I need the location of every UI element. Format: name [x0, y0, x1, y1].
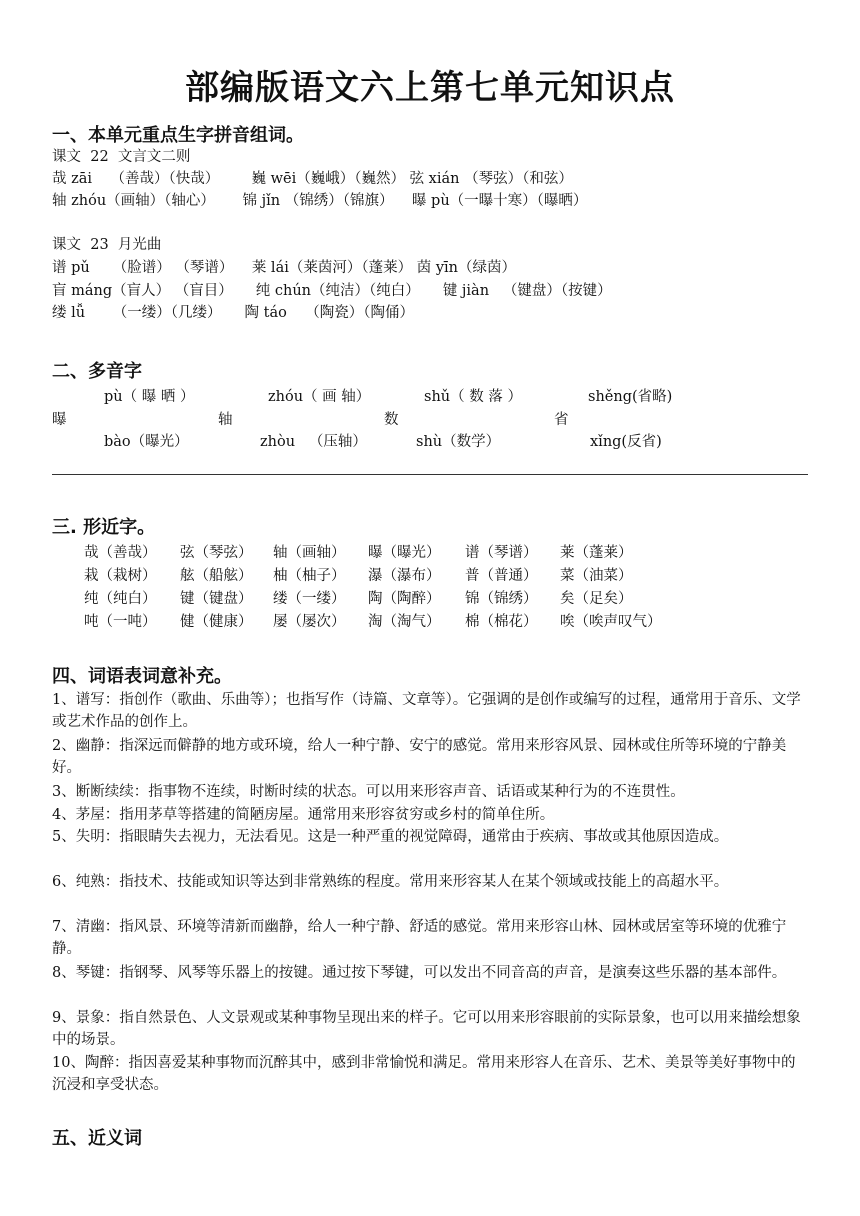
lesson-23-row: 缕 lǚ （一缕）（几缕） 陶 táo （陶瓷）（陶俑） — [52, 305, 415, 321]
definition-item: 1、谱写：指创作（歌曲、乐曲等）；也指写作（诗篇、文章等）。它强调的是创作或编写的过程，通常用于音乐、文学或艺术作品的创作上。 — [52, 692, 801, 731]
similar-char-item: 唉（唉声叹气） — [560, 614, 662, 630]
polyphone-char: 省 — [554, 412, 569, 428]
polyphone-reading: pù（ 曝 晒 ） — [104, 389, 195, 405]
similar-char-item: 吨（一吨） — [84, 614, 157, 630]
polyphone-reading: zhóu（ 画 轴） — [268, 389, 371, 405]
lesson-23-row: 盲 máng（盲人） （盲目） 纯 chún（纯洁）（纯白） 键 jiàn （键盘）（按键） — [52, 283, 612, 299]
polyphone-char: 数 — [384, 412, 399, 428]
definition-item: 10、陶醉：指因喜爱某种事物而沉醉其中，感到非常愉悦和满足。常用来形容人在音乐、艺术、美景等美好事物中的沉浸和享受状态。 — [52, 1055, 796, 1094]
similar-char-item: 莱（蓬莱） — [560, 545, 633, 561]
lesson-23-row: 谱 pǔ （脸谱） （琴谱） 莱 lái（莱茵河）（蓬莱） 茵 yīn（绿茵） — [52, 260, 516, 276]
definition-item: 6、纯熟：指技术、技能或知识等达到非常熟练的程度。常用来形容某人在某个领域或技能上的高超水平。 — [52, 874, 729, 890]
similar-char-item: 矣（足矣） — [560, 591, 633, 607]
polyphone-reading: shǔ（ 数 落 ） — [424, 389, 522, 405]
similar-char-item: 哉（善哉） — [84, 545, 157, 561]
similar-char-item: 谱（琴谱） — [465, 545, 538, 561]
section-heading-4: 四、词语表词意补充。 — [52, 666, 232, 687]
definition-item: 7、清幽：指风景、环境等清新而幽静，给人一种宁静、舒适的感觉。常用来形容山林、园林或居室等环境的优雅宁静。 — [52, 919, 787, 958]
polyphone-char: 轴 — [218, 412, 233, 428]
similar-char-item: 陶（陶醉） — [368, 591, 441, 607]
definition-item: 3、断断续续：指事物不连续，时断时续的状态。可以用来形容声音、话语或某种行为的不连贯性。 — [52, 784, 685, 800]
section-heading-2: 二、多音字 — [52, 361, 142, 382]
similar-char-item: 菜（油菜） — [560, 568, 633, 584]
lesson-22-row: 哉 zāi （善哉）（快哉） 巍 wēi（巍峨）（巍然） 弦 xián （琴弦）（和弦） — [52, 171, 573, 187]
section-heading-5: 五、近义词 — [52, 1128, 142, 1149]
similar-char-item: 键（键盘） — [180, 591, 253, 607]
similar-char-item: 棉（棉花） — [465, 614, 538, 630]
similar-char-item: 屡（屡次） — [273, 614, 346, 630]
similar-char-item: 淘（淘气） — [368, 614, 441, 630]
section-heading-3: 三. 形近字。 — [52, 517, 156, 538]
definition-item: 4、茅屋：指用茅草等搭建的简陋房屋。通常用来形容贫穷或乡村的简单住所。 — [52, 807, 555, 823]
similar-char-item: 健（健康） — [180, 614, 253, 630]
polyphone-char: 曝 — [52, 412, 67, 428]
similar-char-item: 缕（一缕） — [273, 591, 346, 607]
section-heading-1: 一、本单元重点生字拼音组词。 — [52, 125, 304, 146]
definition-item: 9、景象：指自然景色、人文景观或某种事物呈现出来的样子。它可以用来形容眼前的实际景象，也可以用来描绘想象中的场景。 — [52, 1010, 801, 1049]
similar-char-item: 柚（柚子） — [273, 568, 346, 584]
divider — [52, 474, 808, 475]
definition-item: 5、失明：指眼睛失去视力，无法看见。这是一种严重的视觉障碍，通常由于疾病、事故或其他原因造成。 — [52, 829, 729, 845]
similar-char-item: 栽（栽树） — [84, 568, 157, 584]
similar-char-item: 弦（琴弦） — [180, 545, 253, 561]
page-title: 部编版语文六上第七单元知识点 — [185, 68, 675, 108]
definition-item: 2、幽静：指深远而僻静的地方或环境，给人一种宁静、安宁的感觉。常用来形容风景、园林或住所等环境的宁静美好。 — [52, 738, 787, 777]
polyphone-reading: xǐng(反省) — [590, 434, 662, 450]
similar-char-item: 轴（画轴） — [273, 545, 346, 561]
definition-item: 8、琴键：指钢琴、风琴等乐器上的按键。通过按下琴键，可以发出不同音高的声音，是演奏这些乐器的基本部件。 — [52, 965, 787, 981]
polyphone-reading: shěng(省略) — [588, 389, 673, 405]
similar-char-item: 舷（船舷） — [180, 568, 253, 584]
similar-char-item: 曝（曝光） — [368, 545, 441, 561]
polyphone-reading: bào（曝光） — [104, 434, 189, 450]
similar-char-item: 锦（锦绣） — [465, 591, 538, 607]
lesson-23-label: 课文 23 月光曲 — [52, 237, 162, 253]
lesson-22-label: 课文 22 文言文二则 — [52, 149, 191, 165]
lesson-22-row: 轴 zhóu（画轴）（轴心） 锦 jǐn （锦绣）（锦旗） 曝 pù（一曝十寒）（曝晒） — [52, 193, 588, 209]
similar-char-item: 瀑（瀑布） — [368, 568, 441, 584]
similar-char-item: 纯（纯白） — [84, 591, 157, 607]
polyphone-reading: zhòu （压轴） — [260, 434, 367, 450]
similar-char-item: 普（普通） — [465, 568, 538, 584]
polyphone-reading: shù（数学） — [416, 434, 501, 450]
